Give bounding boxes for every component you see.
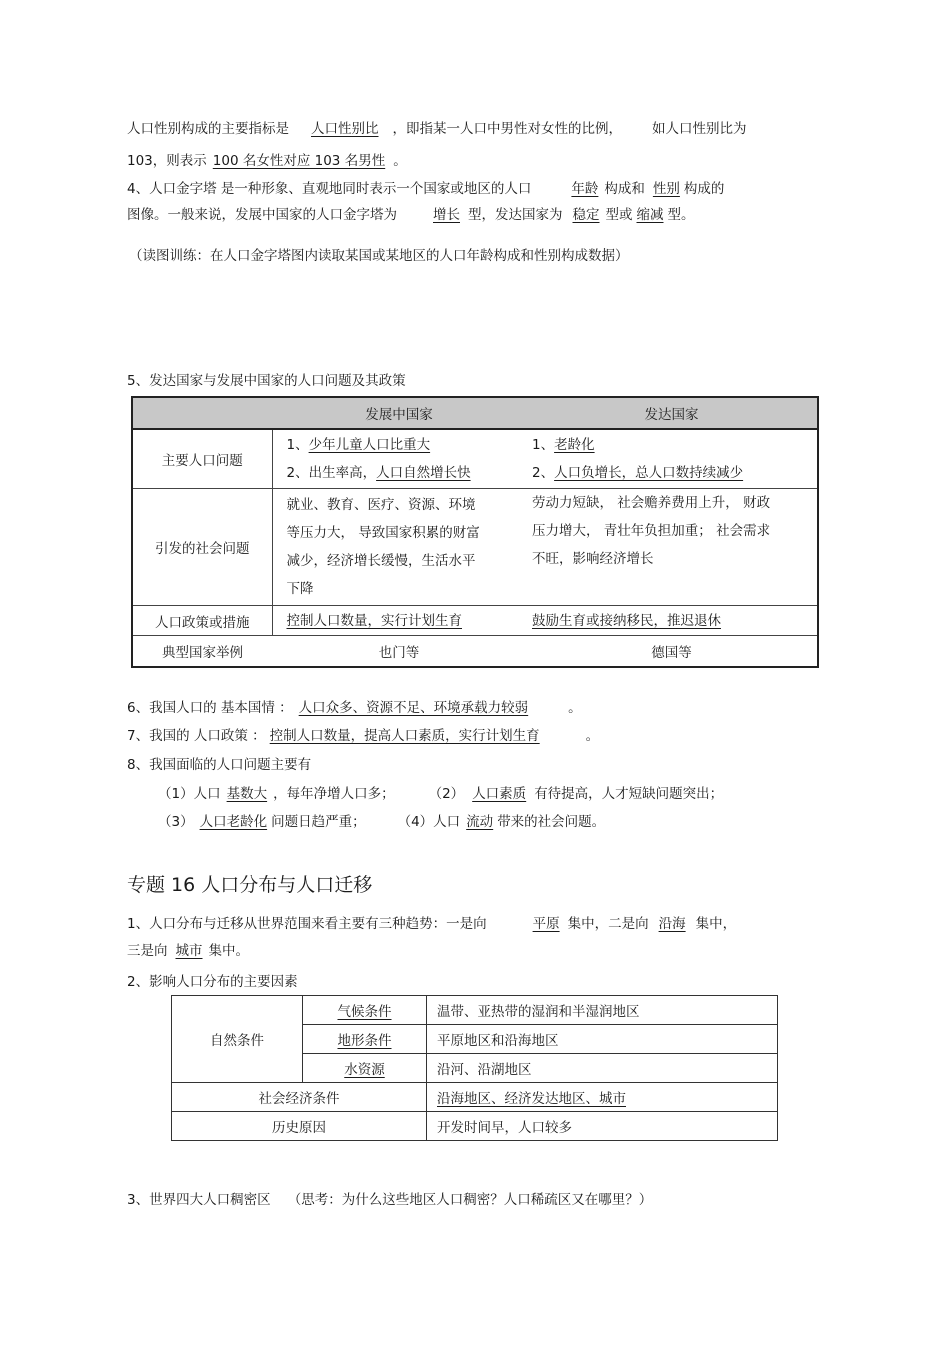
text-line: 劳动力短缺， 社会赡养费用上升， 财政 <box>532 495 771 511</box>
factor-value <box>427 1083 778 1112</box>
row-label: 引发的社会问题 <box>132 489 272 606</box>
developed-cell <box>526 429 818 489</box>
text: ，即指某一人口中男性对女性的比例， <box>392 121 622 137</box>
developing-cell <box>272 489 526 606</box>
answer-blank: 水资源 <box>344 1062 385 1078</box>
text: 如人口性别比为 <box>652 121 747 137</box>
text: 集中，二是向 <box>567 916 649 932</box>
text: 6、我国人口的 基本国情 ： <box>127 700 293 716</box>
factor-label: 社会经济条件 <box>172 1083 427 1112</box>
answer-blank: 年龄 <box>571 181 599 197</box>
answer-blank: 人口老龄化 <box>199 814 268 830</box>
natural-conditions-label: 自然条件 <box>172 996 303 1083</box>
text: 带来的社会问题。 <box>497 814 606 830</box>
text: 型或 <box>605 207 633 223</box>
t16-item-3: 3、世界四大人口稠密区 （思考：为什么这些地区人口稠密？人口稀疏区又在哪里？） <box>127 1192 653 1208</box>
table-row <box>132 606 818 636</box>
text-line: 就业、教育、医疗、资源、环境 <box>286 497 476 513</box>
item-6 <box>127 698 582 718</box>
text: 2、出生率高， <box>286 465 377 481</box>
answer-blank: 人口众多、资源不足、环境承载力较弱 <box>298 700 529 716</box>
factor-label <box>303 1025 427 1054</box>
text: 4、人口金字塔 是一种形象、直观地同时表示一个国家或地区的人口 <box>127 181 532 197</box>
text: 图像。一般来说，发展中国家的人口金字塔为 <box>127 207 397 223</box>
table-row <box>132 489 818 606</box>
reading-note: （读图训练：在人口金字塔图内读取某国或某地区的人口年龄构成和性别构成数据） <box>129 248 629 264</box>
table-header-row <box>132 397 818 429</box>
answer-blank: 人口负增长，总人口数持续减少 <box>554 465 744 481</box>
developing-cell: 也门等 <box>378 645 420 661</box>
text-line: 不旺，影响经济增长 <box>532 551 654 567</box>
text: 三是向 <box>127 943 168 959</box>
text: 。 <box>585 728 600 744</box>
text: 有待提高，人才短缺问题突出； <box>534 786 724 802</box>
text: （2） <box>428 786 465 802</box>
answer-blank: 人口性别比 <box>311 121 379 137</box>
text: （1）人口 <box>158 786 221 802</box>
t16-item-1-line-2 <box>127 941 249 961</box>
row-label: 典型国家举例 <box>162 645 243 661</box>
developing-cell <box>272 429 526 489</box>
text: 人口性别构成的主要指标是 <box>127 121 289 137</box>
factor-value: 沿河、沿湖地区 <box>427 1054 778 1083</box>
text-line: 等压力大， 导致国家积累的财富 <box>286 525 480 541</box>
answer-blank: 鼓励生育或接纳移民，推迟退休 <box>532 612 721 629</box>
factor-label <box>303 1054 427 1083</box>
answer-blank: 流动 <box>466 814 494 830</box>
factor-value: 平原地区和沿海地区 <box>427 1025 778 1054</box>
population-policy-table <box>131 396 819 668</box>
developed-cell: 德国等 <box>651 645 692 661</box>
developed-cell <box>526 489 818 606</box>
text: 。 <box>568 700 582 716</box>
item-8-title: 8、我国面临的人口问题主要有 <box>127 757 312 773</box>
text: 7、我国的 人口政策 ： <box>127 728 266 744</box>
text: 2、 <box>532 465 555 481</box>
text: 1、 <box>532 437 555 453</box>
answer-blank: 稳定 <box>572 207 600 223</box>
sex-ratio-line-1 <box>127 119 747 139</box>
item-8-line-1 <box>158 784 723 804</box>
answer-blank: 人口素质 <box>472 786 527 802</box>
factor-label <box>303 996 427 1025</box>
answer-blank: 控制人口数量，提高人口素质，实行计划生育 <box>269 728 540 744</box>
row-label: 主要人口问题 <box>132 429 272 489</box>
section-5-title: 5、发达国家与发展中国家的人口问题及其政策 <box>127 373 406 389</box>
answer-blank: 沿海 <box>658 916 686 932</box>
pyramid-line-1 <box>127 179 724 199</box>
answer-blank: 地形条件 <box>337 1033 392 1049</box>
text-line: 下降 <box>286 581 314 597</box>
text: （3） <box>158 814 194 830</box>
answer-blank: 城市 <box>175 943 203 959</box>
text: 构成和 <box>604 181 645 197</box>
answer-blank: 老龄化 <box>554 437 595 453</box>
answer-blank: 缩减 <box>636 207 664 223</box>
table-row <box>132 636 818 668</box>
answer-blank: 增长 <box>433 207 460 223</box>
text: 1、 <box>286 437 309 453</box>
answer-blank: 基数大 <box>226 786 268 802</box>
text: 103，则表示 <box>127 153 207 169</box>
text: 问题日趋严重； <box>271 814 366 830</box>
text-line: 减少，经济增长缓慢，生活水平 <box>286 553 476 569</box>
factor-value: 温带、亚热带的湿润和半湿润地区 <box>427 996 778 1025</box>
text: （4）人口 <box>397 814 461 830</box>
topic-16-title: 专题 16 人口分布与人口迁移 <box>127 874 373 896</box>
row-label: 人口政策或措施 <box>132 606 272 636</box>
table-row <box>172 1112 778 1141</box>
answer-blank: 性别 <box>652 181 680 197</box>
header-empty <box>132 397 272 429</box>
text: 集中。 <box>208 943 249 959</box>
factor-value: 开发时间早，人口较多 <box>427 1112 778 1141</box>
text-line: 压力增大， 青壮年负担加重； 社会需求 <box>532 523 771 539</box>
table-row <box>172 996 778 1025</box>
developed-cell <box>526 606 818 636</box>
developing-cell <box>272 606 526 636</box>
text: 构成的 <box>683 181 725 197</box>
t16-item-1-line-1 <box>127 914 736 934</box>
item-8-line-2 <box>158 812 605 832</box>
answer-blank: 气候条件 <box>337 1004 392 1020</box>
distribution-factors-table <box>171 995 778 1141</box>
answer-blank: 沿海地区、经济发达地区、城市 <box>437 1091 626 1107</box>
header-developed: 发达国家 <box>526 397 818 429</box>
table-row <box>132 429 818 489</box>
item-7 <box>127 726 599 746</box>
header-developing: 发展中国家 <box>272 397 526 429</box>
answer-blank: 人口自然增长快 <box>376 465 471 481</box>
table-row <box>172 1083 778 1112</box>
factor-label: 历史原因 <box>172 1112 427 1141</box>
text: ，每年净增人口多； <box>273 786 395 802</box>
text: 。 <box>393 153 407 169</box>
text: 型。 <box>667 207 695 223</box>
answer-blank: 平原 <box>532 916 560 932</box>
answer-blank: 少年儿童人口比重大 <box>308 437 431 453</box>
t16-item-2-title: 2、影响人口分布的主要因素 <box>127 974 298 990</box>
answer-blank: 100 名女性对应 103 名男性 <box>212 153 386 169</box>
answer-blank: 控制人口数量，实行计划生育 <box>286 612 462 629</box>
sex-ratio-line-2 <box>127 151 407 171</box>
text: 型，发达国家为 <box>468 207 563 223</box>
text: 1、人口分布与迁移从世界范围来看主要有三种趋势：一是向 <box>127 916 487 932</box>
pyramid-line-2 <box>127 205 695 225</box>
text: 集中， <box>695 916 737 932</box>
